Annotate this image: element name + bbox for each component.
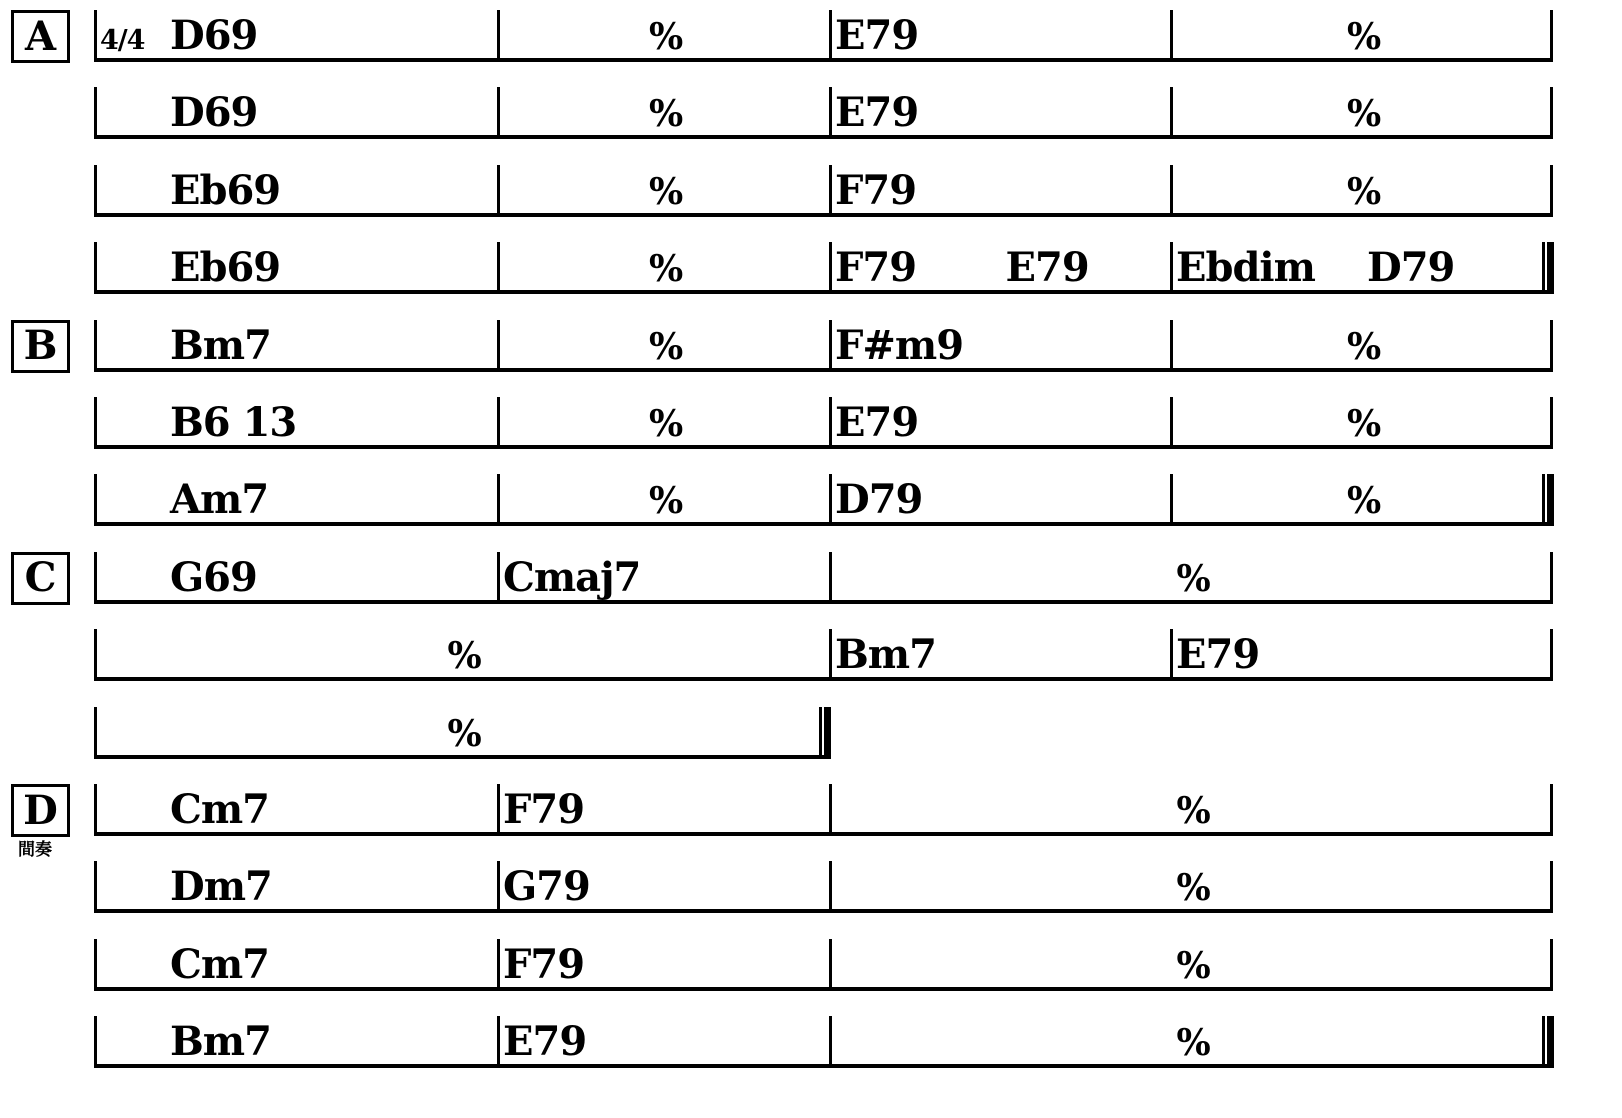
rehearsal-mark: A [11, 10, 70, 63]
chord-symbol: Cm7 [170, 940, 269, 988]
barline [497, 474, 500, 526]
barline [1550, 320, 1553, 372]
chord-symbol: E79 [503, 1018, 587, 1066]
rehearsal-mark: B [11, 320, 70, 373]
chord-symbol: F79 [503, 786, 585, 833]
staff-line [94, 165, 1553, 217]
staff-line [94, 397, 1553, 449]
barline [94, 629, 97, 681]
repeat-sign: % [1176, 867, 1210, 910]
chord-symbol: F#m9 [835, 321, 964, 369]
barline [1550, 552, 1553, 604]
chord-symbol: E79 [1005, 244, 1089, 292]
barline [1550, 861, 1553, 913]
chord-symbol: Dm7 [170, 863, 272, 911]
staff-line [94, 552, 1553, 604]
chord-symbol: Eb69 [170, 244, 281, 292]
barline [829, 474, 832, 526]
repeat-sign: % [447, 712, 481, 755]
barline [829, 10, 832, 62]
barline [1550, 784, 1553, 836]
barline [94, 87, 97, 139]
chord-symbol: G69 [170, 553, 257, 601]
barline [1170, 397, 1173, 449]
barline [94, 861, 97, 913]
chord-symbol: F79 [835, 166, 917, 214]
barline [497, 552, 500, 604]
repeat-sign: % [649, 16, 683, 58]
barline [1170, 629, 1173, 681]
repeat-sign: % [1176, 557, 1210, 600]
barline [94, 552, 97, 604]
chord-symbol: E79 [835, 12, 919, 59]
barline [829, 242, 832, 294]
barline [1170, 242, 1173, 294]
barline [497, 939, 500, 991]
repeat-sign: % [1347, 403, 1381, 445]
final-barline [1542, 474, 1554, 526]
repeat-sign: % [649, 248, 683, 291]
barline [1170, 165, 1173, 217]
section-sublabel: 間奏 [18, 840, 52, 860]
barline [497, 397, 500, 449]
staff-line [94, 474, 1553, 526]
chord-symbol: F79 [835, 244, 917, 292]
chord-symbol: E79 [1176, 631, 1260, 679]
final-barline [1542, 242, 1554, 294]
repeat-sign: % [1347, 170, 1381, 213]
barline [94, 784, 97, 836]
barline [1170, 87, 1173, 139]
barline [94, 939, 97, 991]
repeat-sign: % [649, 480, 683, 523]
barline [94, 397, 97, 449]
barline [1170, 320, 1173, 372]
chord-symbol: Cmaj7 [503, 553, 641, 601]
chord-symbol: G79 [503, 863, 590, 911]
staff-line [94, 629, 1553, 681]
repeat-sign: % [649, 170, 683, 213]
barline [829, 165, 832, 217]
chord-symbol: Bm7 [170, 321, 271, 369]
barline [94, 10, 97, 62]
staff-line [94, 861, 1553, 913]
barline [829, 552, 832, 604]
barline [497, 165, 500, 217]
chord-symbol: D79 [1367, 244, 1455, 292]
barline [829, 629, 832, 681]
repeat-sign: % [649, 403, 683, 445]
barline [497, 10, 500, 62]
chord-symbol: B6 13 [170, 399, 297, 446]
chord-symbol: Cm7 [170, 786, 269, 833]
barline [94, 707, 97, 759]
rehearsal-mark: C [11, 552, 70, 605]
barline [94, 474, 97, 526]
staff-line [94, 242, 1553, 294]
barline [94, 1016, 97, 1068]
barline [497, 87, 500, 139]
repeat-sign: % [1347, 325, 1381, 368]
staff-line [94, 320, 1553, 372]
chord-symbol: E79 [835, 89, 919, 137]
staff-line [94, 784, 1553, 836]
rehearsal-mark: D [11, 784, 70, 837]
barline [1550, 397, 1553, 449]
repeat-sign: % [1347, 16, 1381, 58]
chord-symbol: Bm7 [835, 631, 936, 679]
barline [1550, 87, 1553, 139]
chord-symbol: D79 [835, 476, 923, 524]
barline [829, 397, 832, 449]
chord-symbol: F79 [503, 940, 585, 988]
staff-line [94, 1016, 1553, 1068]
barline [1170, 10, 1173, 62]
barline [497, 1016, 500, 1068]
chord-symbol: Ebdim [1176, 244, 1315, 292]
barline [829, 1016, 832, 1068]
repeat-sign: % [1176, 790, 1210, 832]
repeat-sign: % [1176, 944, 1210, 987]
final-barline [1542, 1016, 1554, 1068]
barline [1550, 10, 1553, 62]
barline [829, 861, 832, 913]
chord-symbol: E79 [835, 399, 919, 446]
barline [829, 784, 832, 836]
chord-symbol: Eb69 [170, 166, 281, 214]
barline [1550, 629, 1553, 681]
repeat-sign: % [649, 325, 683, 368]
time-signature: 4/4 [100, 25, 145, 56]
repeat-sign: % [1347, 480, 1381, 523]
barline [497, 242, 500, 294]
barline [1550, 939, 1553, 991]
barline [829, 320, 832, 372]
repeat-sign: % [447, 635, 481, 678]
barline [1550, 165, 1553, 217]
chord-symbol: D69 [170, 89, 258, 137]
barline [94, 165, 97, 217]
chord-symbol: Bm7 [170, 1018, 271, 1066]
barline [497, 784, 500, 836]
barline [829, 87, 832, 139]
repeat-sign: % [649, 93, 683, 136]
barline [497, 861, 500, 913]
chord-symbol: D69 [170, 12, 258, 59]
chord-symbol: Am7 [170, 476, 269, 524]
barline [94, 320, 97, 372]
barline [94, 242, 97, 294]
repeat-sign: % [1176, 1022, 1210, 1065]
staff-line [94, 10, 1553, 62]
barline [1170, 474, 1173, 526]
final-barline [819, 707, 831, 759]
barline [497, 320, 500, 372]
repeat-sign: % [1347, 93, 1381, 136]
staff-line [94, 939, 1553, 991]
barline [829, 939, 832, 991]
staff-line [94, 87, 1553, 139]
